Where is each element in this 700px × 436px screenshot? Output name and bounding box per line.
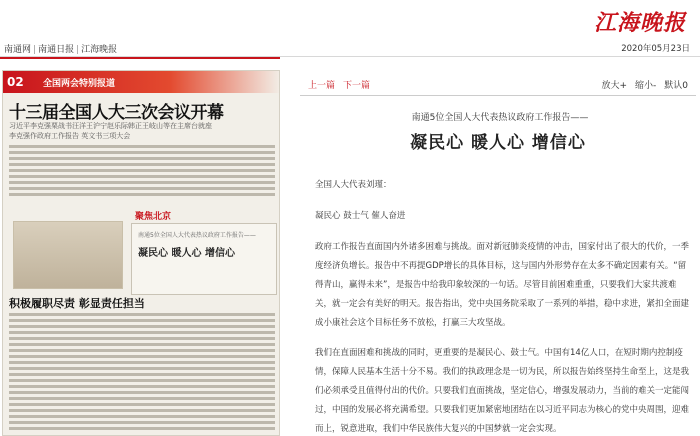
paper-box-label: 南通5位全国人大代表热议政府工作报告——	[138, 232, 256, 239]
article-body-1: 政府工作报告直面国内外诸多困难与挑战。面对新冠肺炎疫情的冲击，国家付出了很大的代价，一季度经济负增长。报告中不再提GDP增长的具体目标，这与国内外形势存在太多不确定因素有关。“留得青山，赢得未来”，是报告中给我印象较深的一句话。尽管目前困难重重，只要我们大家共渡难关，就一定会有美好的明天。报告指出，党中央国务院采取了一系列的举措，稳中求进，紧扣全面建成小康社会这个目标任务不放松，打赢三大攻坚战。	[315, 242, 690, 328]
article-speaker: 全国人大代表刘瑾：	[315, 180, 392, 190]
paper-left-article-title[interactable]: 积极履职尽责 彰显责任担当	[9, 297, 145, 310]
article-paragraph-2	[315, 344, 691, 436]
article-paragraph-speaker	[315, 176, 691, 195]
font-size-controls	[593, 78, 688, 91]
paper-subheadline-1: 习近平李克强栗战书汪洋王沪宁赵乐际韩正王岐山等在主席台就座	[9, 122, 212, 130]
zoom-in-button[interactable]: 放大+	[601, 81, 628, 91]
article-paragraph-1	[315, 238, 691, 333]
article-keywords: 凝民心 鼓士气 催人奋进	[315, 211, 406, 221]
brand-logo: 江海晚报	[594, 10, 687, 36]
paper-photo	[13, 221, 123, 289]
paper-subheadline-2: 李克强作政府工作报告 英文书三项大会	[9, 132, 131, 140]
prev-article-link[interactable]: 上一篇	[308, 81, 336, 91]
article-title: 凝民心 暖人心 增信心	[410, 133, 586, 153]
paper-text-block	[9, 145, 275, 199]
next-article-link[interactable]: 下一篇	[343, 81, 371, 91]
article-kicker: 南通5位全国人大代表热议政府工作报告——	[411, 113, 589, 123]
paper-text-block-lower	[9, 313, 275, 433]
issue-date: 2020年05月23日	[621, 44, 690, 54]
nav-separator: |	[33, 45, 37, 55]
nav-link-nantong-net[interactable]: 南通网	[4, 45, 32, 55]
nav-link-jianghai-evening[interactable]: 江海晚报	[81, 45, 118, 55]
nav-link-nantong-daily[interactable]: 南通日报	[38, 45, 75, 55]
paper-banner-text: 全国两会特别报道	[43, 79, 116, 89]
site-nav	[4, 42, 117, 55]
nav-separator: |	[76, 45, 80, 55]
article-pager	[308, 78, 378, 91]
paper-section-label: 聚焦北京	[135, 212, 172, 222]
zoom-out-button[interactable]: 缩小-	[635, 81, 657, 91]
newspaper-page-thumbnail[interactable]	[2, 70, 280, 436]
zoom-default-button[interactable]: 默认0	[664, 81, 688, 91]
article-paragraph-keywords	[315, 207, 691, 226]
article-divider	[300, 95, 696, 96]
paper-box-title: 凝民心 暖人心 增信心	[138, 248, 235, 259]
article-body-2: 我们在直面困难和挑战的同时，更重要的是凝民心、鼓士气。中国有14亿人口，在短时期内控制疫情，保障人民基本生活十分不易。我们的执政理念是一切为民，所以报告始终坚持生命至上，这是我们必须承受且值得付出的代价。只要我们直面挑战，坚定信心，增强发展动力，当前的难关一定能闯过，中国的发展必将充满希望。只要我们更加紧密地团结在以习近平同志为核心的党中央周围，迎难而上，锐意进取，我们中华民族伟大复兴的中国梦就一定会实现。	[315, 348, 690, 434]
paper-headline[interactable]: 十三届全国人大三次会议开幕	[9, 103, 224, 123]
paper-page-number: 02	[7, 75, 24, 89]
header-accent-bar	[0, 57, 280, 59]
paper-article-box[interactable]	[131, 223, 277, 295]
